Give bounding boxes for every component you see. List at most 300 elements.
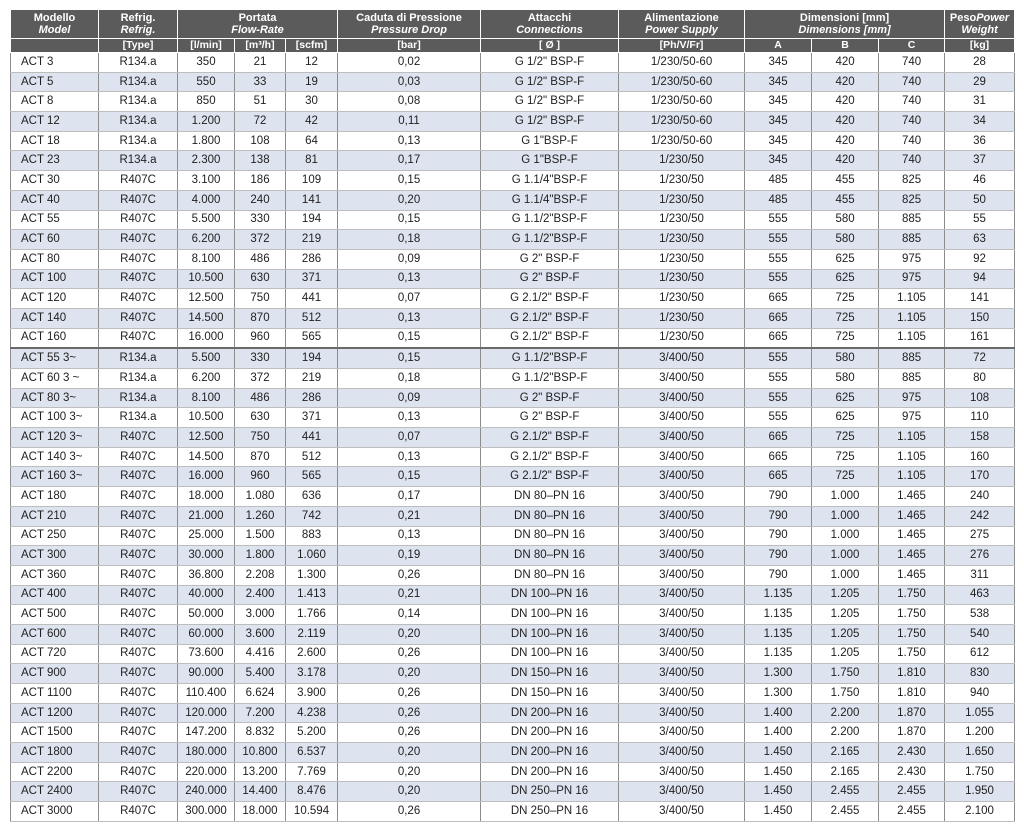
table-row bbox=[11, 703, 1015, 723]
cell-dim-b: 580 bbox=[812, 369, 879, 389]
cell-refrigerant: R407C bbox=[99, 585, 178, 605]
cell-refrigerant: R134.a bbox=[99, 369, 178, 389]
cell-dim-b: 1.000 bbox=[812, 526, 879, 546]
cell-model: ACT 3000 bbox=[11, 802, 99, 822]
cell-flow-lmin: 5.500 bbox=[178, 210, 235, 230]
cell-weight: 1.950 bbox=[945, 782, 1015, 802]
cell-power-supply: 1/230/50 bbox=[619, 249, 745, 269]
cell-refrigerant: R134.a bbox=[99, 112, 178, 132]
col-header-model: Modello Model bbox=[11, 10, 99, 39]
cell-dim-c: 885 bbox=[879, 230, 945, 250]
table-row bbox=[11, 408, 1015, 428]
cell-pressure-drop: 0,26 bbox=[338, 703, 481, 723]
cell-weight: 1.055 bbox=[945, 703, 1015, 723]
unit-model bbox=[11, 39, 99, 53]
cell-weight: 275 bbox=[945, 526, 1015, 546]
cell-power-supply: 3/400/50 bbox=[619, 565, 745, 585]
cell-dim-c: 975 bbox=[879, 269, 945, 289]
cell-dim-a: 665 bbox=[745, 308, 812, 328]
cell-dim-a: 1.450 bbox=[745, 782, 812, 802]
cell-model: ACT 30 bbox=[11, 171, 99, 191]
cell-weight: 160 bbox=[945, 447, 1015, 467]
cell-flow-scfm: 194 bbox=[286, 348, 338, 368]
unit-type: [Type] bbox=[99, 39, 178, 53]
cell-refrigerant: R134.a bbox=[99, 388, 178, 408]
cell-dim-c: 975 bbox=[879, 388, 945, 408]
cell-refrigerant: R407C bbox=[99, 210, 178, 230]
cell-weight: 55 bbox=[945, 210, 1015, 230]
cell-weight: 158 bbox=[945, 428, 1015, 448]
cell-power-supply: 3/400/50 bbox=[619, 782, 745, 802]
cell-flow-m3h: 2.208 bbox=[235, 565, 286, 585]
unit-dim-c: C bbox=[879, 39, 945, 53]
cell-connection: DN 80–PN 16 bbox=[481, 565, 619, 585]
cell-model: ACT 55 3~ bbox=[11, 348, 99, 368]
cell-connection: DN 150–PN 16 bbox=[481, 664, 619, 684]
cell-model: ACT 120 3~ bbox=[11, 428, 99, 448]
cell-power-supply: 3/400/50 bbox=[619, 546, 745, 566]
cell-power-supply: 1/230/50-60 bbox=[619, 112, 745, 132]
table-row bbox=[11, 644, 1015, 664]
cell-flow-lmin: 12.500 bbox=[178, 428, 235, 448]
cell-flow-scfm: 141 bbox=[286, 190, 338, 210]
cell-model: ACT 140 bbox=[11, 308, 99, 328]
cell-dim-b: 1.000 bbox=[812, 546, 879, 566]
cell-pressure-drop: 0,13 bbox=[338, 308, 481, 328]
header-row-titles bbox=[11, 10, 1015, 39]
cell-flow-lmin: 73.600 bbox=[178, 644, 235, 664]
cell-dim-a: 1.400 bbox=[745, 703, 812, 723]
cell-flow-lmin: 10.500 bbox=[178, 269, 235, 289]
cell-power-supply: 3/400/50 bbox=[619, 487, 745, 507]
cell-connection: DN 250–PN 16 bbox=[481, 802, 619, 822]
cell-model: ACT 2200 bbox=[11, 762, 99, 782]
cell-pressure-drop: 0,18 bbox=[338, 230, 481, 250]
cell-flow-lmin: 550 bbox=[178, 72, 235, 92]
cell-dim-c: 1.870 bbox=[879, 703, 945, 723]
cell-dim-a: 1.300 bbox=[745, 684, 812, 704]
table-row bbox=[11, 388, 1015, 408]
table-row bbox=[11, 112, 1015, 132]
cell-refrigerant: R407C bbox=[99, 289, 178, 309]
cell-refrigerant: R407C bbox=[99, 171, 178, 191]
cell-weight: 1.200 bbox=[945, 723, 1015, 743]
cell-connection: DN 80–PN 16 bbox=[481, 506, 619, 526]
cell-model: ACT 120 bbox=[11, 289, 99, 309]
cell-connection: G 1.1/2"BSP-F bbox=[481, 210, 619, 230]
cell-connection: G 2.1/2" BSP-F bbox=[481, 447, 619, 467]
cell-model: ACT 60 bbox=[11, 230, 99, 250]
cell-flow-lmin: 350 bbox=[178, 53, 235, 73]
cell-weight: 276 bbox=[945, 546, 1015, 566]
cell-model: ACT 300 bbox=[11, 546, 99, 566]
table-row bbox=[11, 92, 1015, 112]
table-row bbox=[11, 230, 1015, 250]
cell-dim-c: 2.430 bbox=[879, 743, 945, 763]
cell-flow-lmin: 110.400 bbox=[178, 684, 235, 704]
cell-weight: 150 bbox=[945, 308, 1015, 328]
cell-pressure-drop: 0,26 bbox=[338, 644, 481, 664]
cell-dim-b: 420 bbox=[812, 72, 879, 92]
cell-pressure-drop: 0,26 bbox=[338, 565, 481, 585]
cell-power-supply: 3/400/50 bbox=[619, 664, 745, 684]
cell-weight: 92 bbox=[945, 249, 1015, 269]
cell-power-supply: 1/230/50-60 bbox=[619, 72, 745, 92]
cell-flow-scfm: 565 bbox=[286, 467, 338, 487]
cell-dim-a: 1.450 bbox=[745, 762, 812, 782]
cell-weight: 72 bbox=[945, 348, 1015, 368]
cell-dim-b: 1.000 bbox=[812, 487, 879, 507]
cell-dim-a: 665 bbox=[745, 289, 812, 309]
cell-dim-c: 1.105 bbox=[879, 308, 945, 328]
cell-pressure-drop: 0,07 bbox=[338, 428, 481, 448]
cell-model: ACT 160 bbox=[11, 328, 99, 348]
cell-weight: 36 bbox=[945, 131, 1015, 151]
cell-flow-scfm: 81 bbox=[286, 151, 338, 171]
cell-weight: 28 bbox=[945, 53, 1015, 73]
cell-flow-m3h: 1.080 bbox=[235, 487, 286, 507]
cell-weight: 94 bbox=[945, 269, 1015, 289]
cell-refrigerant: R407C bbox=[99, 782, 178, 802]
cell-model: ACT 23 bbox=[11, 151, 99, 171]
cell-flow-scfm: 1.300 bbox=[286, 565, 338, 585]
cell-connection: G 2" BSP-F bbox=[481, 408, 619, 428]
cell-pressure-drop: 0,09 bbox=[338, 388, 481, 408]
table-row bbox=[11, 762, 1015, 782]
cell-power-supply: 1/230/50 bbox=[619, 171, 745, 191]
cell-flow-lmin: 10.500 bbox=[178, 408, 235, 428]
cell-connection: G 1.1/2"BSP-F bbox=[481, 369, 619, 389]
cell-connection: G 1/2" BSP-F bbox=[481, 72, 619, 92]
cell-dim-a: 485 bbox=[745, 171, 812, 191]
cell-connection: G 1/2" BSP-F bbox=[481, 112, 619, 132]
cell-dim-c: 1.465 bbox=[879, 565, 945, 585]
cell-flow-m3h: 21 bbox=[235, 53, 286, 73]
table-row bbox=[11, 348, 1015, 368]
cell-flow-scfm: 194 bbox=[286, 210, 338, 230]
table-row bbox=[11, 487, 1015, 507]
cell-flow-scfm: 10.594 bbox=[286, 802, 338, 822]
cell-flow-scfm: 12 bbox=[286, 53, 338, 73]
cell-flow-lmin: 14.500 bbox=[178, 447, 235, 467]
cell-weight: 108 bbox=[945, 388, 1015, 408]
unit-dim-a: A bbox=[745, 39, 812, 53]
cell-flow-m3h: 750 bbox=[235, 289, 286, 309]
cell-model: ACT 60 3 ~ bbox=[11, 369, 99, 389]
cell-dim-b: 1.205 bbox=[812, 624, 879, 644]
cell-dim-c: 1.465 bbox=[879, 526, 945, 546]
cell-pressure-drop: 0,15 bbox=[338, 210, 481, 230]
cell-dim-a: 1.135 bbox=[745, 624, 812, 644]
cell-flow-scfm: 42 bbox=[286, 112, 338, 132]
cell-model: ACT 18 bbox=[11, 131, 99, 151]
cell-dim-c: 1.870 bbox=[879, 723, 945, 743]
cell-dim-b: 1.000 bbox=[812, 565, 879, 585]
cell-dim-a: 345 bbox=[745, 53, 812, 73]
cell-flow-lmin: 2.300 bbox=[178, 151, 235, 171]
table-row bbox=[11, 782, 1015, 802]
cell-connection: G 2" BSP-F bbox=[481, 269, 619, 289]
cell-weight: 2.100 bbox=[945, 802, 1015, 822]
cell-flow-scfm: 30 bbox=[286, 92, 338, 112]
cell-dim-b: 725 bbox=[812, 428, 879, 448]
spec-table bbox=[10, 9, 1015, 822]
cell-dim-b: 1.750 bbox=[812, 664, 879, 684]
cell-pressure-drop: 0,20 bbox=[338, 762, 481, 782]
cell-flow-m3h: 3.000 bbox=[235, 605, 286, 625]
cell-power-supply: 1/230/50 bbox=[619, 190, 745, 210]
cell-pressure-drop: 0,20 bbox=[338, 624, 481, 644]
cell-flow-m3h: 186 bbox=[235, 171, 286, 191]
cell-dim-a: 790 bbox=[745, 487, 812, 507]
cell-model: ACT 250 bbox=[11, 526, 99, 546]
cell-pressure-drop: 0,20 bbox=[338, 664, 481, 684]
cell-power-supply: 1/230/50 bbox=[619, 328, 745, 348]
cell-connection: G 2" BSP-F bbox=[481, 249, 619, 269]
cell-pressure-drop: 0,09 bbox=[338, 249, 481, 269]
cell-weight: 240 bbox=[945, 487, 1015, 507]
cell-model: ACT 3 bbox=[11, 53, 99, 73]
cell-dim-b: 580 bbox=[812, 230, 879, 250]
cell-power-supply: 3/400/50 bbox=[619, 506, 745, 526]
cell-dim-a: 1.400 bbox=[745, 723, 812, 743]
cell-connection: DN 80–PN 16 bbox=[481, 526, 619, 546]
cell-model: ACT 160 3~ bbox=[11, 467, 99, 487]
cell-pressure-drop: 0,20 bbox=[338, 743, 481, 763]
cell-flow-scfm: 742 bbox=[286, 506, 338, 526]
cell-flow-m3h: 486 bbox=[235, 249, 286, 269]
cell-dim-b: 1.000 bbox=[812, 506, 879, 526]
cell-weight: 242 bbox=[945, 506, 1015, 526]
cell-model: ACT 100 3~ bbox=[11, 408, 99, 428]
cell-dim-b: 725 bbox=[812, 467, 879, 487]
cell-refrigerant: R407C bbox=[99, 644, 178, 664]
table-row bbox=[11, 743, 1015, 763]
cell-flow-m3h: 8.832 bbox=[235, 723, 286, 743]
cell-flow-m3h: 138 bbox=[235, 151, 286, 171]
cell-model: ACT 500 bbox=[11, 605, 99, 625]
cell-flow-scfm: 512 bbox=[286, 447, 338, 467]
table-row bbox=[11, 605, 1015, 625]
cell-dim-b: 625 bbox=[812, 269, 879, 289]
cell-weight: 161 bbox=[945, 328, 1015, 348]
cell-connection: DN 250–PN 16 bbox=[481, 782, 619, 802]
cell-flow-scfm: 883 bbox=[286, 526, 338, 546]
cell-flow-scfm: 2.119 bbox=[286, 624, 338, 644]
cell-flow-scfm: 8.476 bbox=[286, 782, 338, 802]
cell-flow-lmin: 240.000 bbox=[178, 782, 235, 802]
cell-flow-m3h: 240 bbox=[235, 190, 286, 210]
cell-model: ACT 1800 bbox=[11, 743, 99, 763]
cell-power-supply: 1/230/50-60 bbox=[619, 53, 745, 73]
cell-weight: 50 bbox=[945, 190, 1015, 210]
cell-flow-lmin: 8.100 bbox=[178, 388, 235, 408]
cell-refrigerant: R134.a bbox=[99, 408, 178, 428]
cell-refrigerant: R407C bbox=[99, 664, 178, 684]
cell-flow-lmin: 16.000 bbox=[178, 328, 235, 348]
cell-refrigerant: R407C bbox=[99, 624, 178, 644]
cell-flow-m3h: 18.000 bbox=[235, 802, 286, 822]
cell-power-supply: 1/230/50 bbox=[619, 289, 745, 309]
unit-diameter: [ Ø ] bbox=[481, 39, 619, 53]
col-header-refrig: Refrig. Refrig. bbox=[99, 10, 178, 39]
cell-dim-c: 975 bbox=[879, 408, 945, 428]
cell-power-supply: 3/400/50 bbox=[619, 743, 745, 763]
cell-dim-b: 420 bbox=[812, 151, 879, 171]
cell-connection: DN 100–PN 16 bbox=[481, 644, 619, 664]
cell-connection: G 1/2" BSP-F bbox=[481, 53, 619, 73]
table-row bbox=[11, 565, 1015, 585]
cell-power-supply: 3/400/50 bbox=[619, 802, 745, 822]
cell-dim-c: 2.455 bbox=[879, 782, 945, 802]
cell-flow-lmin: 50.000 bbox=[178, 605, 235, 625]
cell-connection: G 1"BSP-F bbox=[481, 131, 619, 151]
cell-model: ACT 80 bbox=[11, 249, 99, 269]
cell-pressure-drop: 0,26 bbox=[338, 802, 481, 822]
cell-power-supply: 3/400/50 bbox=[619, 624, 745, 644]
cell-power-supply: 1/230/50 bbox=[619, 269, 745, 289]
cell-refrigerant: R407C bbox=[99, 565, 178, 585]
cell-pressure-drop: 0,13 bbox=[338, 269, 481, 289]
cell-pressure-drop: 0,13 bbox=[338, 526, 481, 546]
cell-flow-lmin: 36.800 bbox=[178, 565, 235, 585]
cell-dim-a: 345 bbox=[745, 112, 812, 132]
table-row bbox=[11, 723, 1015, 743]
cell-connection: G 1/2" BSP-F bbox=[481, 92, 619, 112]
table-row bbox=[11, 664, 1015, 684]
cell-pressure-drop: 0,17 bbox=[338, 151, 481, 171]
table-row bbox=[11, 171, 1015, 191]
cell-flow-scfm: 371 bbox=[286, 269, 338, 289]
cell-connection: DN 200–PN 16 bbox=[481, 723, 619, 743]
cell-flow-lmin: 30.000 bbox=[178, 546, 235, 566]
cell-flow-scfm: 6.537 bbox=[286, 743, 338, 763]
cell-connection: G 2.1/2" BSP-F bbox=[481, 428, 619, 448]
cell-weight: 110 bbox=[945, 408, 1015, 428]
cell-flow-lmin: 4.000 bbox=[178, 190, 235, 210]
cell-dim-b: 1.205 bbox=[812, 644, 879, 664]
cell-dim-a: 345 bbox=[745, 131, 812, 151]
cell-model: ACT 180 bbox=[11, 487, 99, 507]
cell-flow-m3h: 51 bbox=[235, 92, 286, 112]
cell-weight: 311 bbox=[945, 565, 1015, 585]
cell-power-supply: 3/400/50 bbox=[619, 447, 745, 467]
cell-flow-lmin: 5.500 bbox=[178, 348, 235, 368]
cell-dim-b: 1.205 bbox=[812, 605, 879, 625]
table-row bbox=[11, 369, 1015, 389]
cell-connection: G 1"BSP-F bbox=[481, 151, 619, 171]
cell-flow-scfm: 19 bbox=[286, 72, 338, 92]
cell-weight: 1.750 bbox=[945, 762, 1015, 782]
cell-weight: 46 bbox=[945, 171, 1015, 191]
cell-pressure-drop: 0,15 bbox=[338, 467, 481, 487]
cell-flow-m3h: 5.400 bbox=[235, 664, 286, 684]
cell-weight: 612 bbox=[945, 644, 1015, 664]
cell-dim-c: 740 bbox=[879, 53, 945, 73]
table-row bbox=[11, 546, 1015, 566]
cell-dim-c: 1.750 bbox=[879, 624, 945, 644]
cell-dim-a: 1.135 bbox=[745, 605, 812, 625]
cell-dim-a: 665 bbox=[745, 328, 812, 348]
cell-flow-lmin: 18.000 bbox=[178, 487, 235, 507]
cell-flow-lmin: 120.000 bbox=[178, 703, 235, 723]
cell-flow-scfm: 371 bbox=[286, 408, 338, 428]
cell-dim-a: 555 bbox=[745, 269, 812, 289]
cell-flow-m3h: 4.416 bbox=[235, 644, 286, 664]
cell-flow-lmin: 90.000 bbox=[178, 664, 235, 684]
cell-power-supply: 3/400/50 bbox=[619, 428, 745, 448]
cell-refrigerant: R134.a bbox=[99, 131, 178, 151]
cell-flow-scfm: 4.238 bbox=[286, 703, 338, 723]
cell-dim-a: 555 bbox=[745, 348, 812, 368]
cell-refrigerant: R134.a bbox=[99, 151, 178, 171]
cell-refrigerant: R134.a bbox=[99, 348, 178, 368]
table-row bbox=[11, 506, 1015, 526]
cell-refrigerant: R407C bbox=[99, 230, 178, 250]
cell-flow-m3h: 870 bbox=[235, 308, 286, 328]
cell-dim-b: 420 bbox=[812, 53, 879, 73]
cell-flow-m3h: 1.260 bbox=[235, 506, 286, 526]
cell-model: ACT 210 bbox=[11, 506, 99, 526]
cell-model: ACT 8 bbox=[11, 92, 99, 112]
cell-dim-b: 625 bbox=[812, 408, 879, 428]
cell-flow-lmin: 6.200 bbox=[178, 369, 235, 389]
col-header-pressure: Caduta di Pressione Pressure Drop bbox=[338, 10, 481, 39]
cell-pressure-drop: 0,26 bbox=[338, 723, 481, 743]
cell-connection: G 1.1/2"BSP-F bbox=[481, 348, 619, 368]
col-header-connections: Attacchi Connections bbox=[481, 10, 619, 39]
cell-weight: 141 bbox=[945, 289, 1015, 309]
cell-dim-a: 790 bbox=[745, 526, 812, 546]
cell-connection: DN 80–PN 16 bbox=[481, 546, 619, 566]
cell-power-supply: 3/400/50 bbox=[619, 526, 745, 546]
header-row-units bbox=[11, 39, 1015, 53]
cell-dim-a: 1.300 bbox=[745, 664, 812, 684]
cell-dim-a: 555 bbox=[745, 369, 812, 389]
cell-flow-m3h: 1.800 bbox=[235, 546, 286, 566]
cell-flow-m3h: 108 bbox=[235, 131, 286, 151]
table-row bbox=[11, 624, 1015, 644]
cell-flow-lmin: 180.000 bbox=[178, 743, 235, 763]
cell-power-supply: 3/400/50 bbox=[619, 467, 745, 487]
cell-dim-c: 1.465 bbox=[879, 546, 945, 566]
cell-pressure-drop: 0,21 bbox=[338, 585, 481, 605]
cell-connection: G 2.1/2" BSP-F bbox=[481, 308, 619, 328]
col-header-flow: Portata Flow-Rate bbox=[178, 10, 338, 39]
table-row bbox=[11, 802, 1015, 822]
cell-flow-scfm: 109 bbox=[286, 171, 338, 191]
cell-dim-c: 1.105 bbox=[879, 328, 945, 348]
cell-dim-c: 1.750 bbox=[879, 644, 945, 664]
table-row bbox=[11, 328, 1015, 348]
cell-refrigerant: R134.a bbox=[99, 72, 178, 92]
cell-model: ACT 900 bbox=[11, 664, 99, 684]
cell-dim-b: 1.205 bbox=[812, 585, 879, 605]
cell-dim-b: 725 bbox=[812, 328, 879, 348]
table-row bbox=[11, 447, 1015, 467]
cell-flow-m3h: 2.400 bbox=[235, 585, 286, 605]
cell-dim-b: 625 bbox=[812, 388, 879, 408]
unit-dim-b: B bbox=[812, 39, 879, 53]
cell-dim-a: 345 bbox=[745, 151, 812, 171]
cell-flow-lmin: 1.800 bbox=[178, 131, 235, 151]
cell-flow-lmin: 147.200 bbox=[178, 723, 235, 743]
cell-weight: 1.650 bbox=[945, 743, 1015, 763]
cell-dim-c: 825 bbox=[879, 171, 945, 191]
cell-model: ACT 1100 bbox=[11, 684, 99, 704]
cell-weight: 63 bbox=[945, 230, 1015, 250]
cell-dim-a: 555 bbox=[745, 249, 812, 269]
